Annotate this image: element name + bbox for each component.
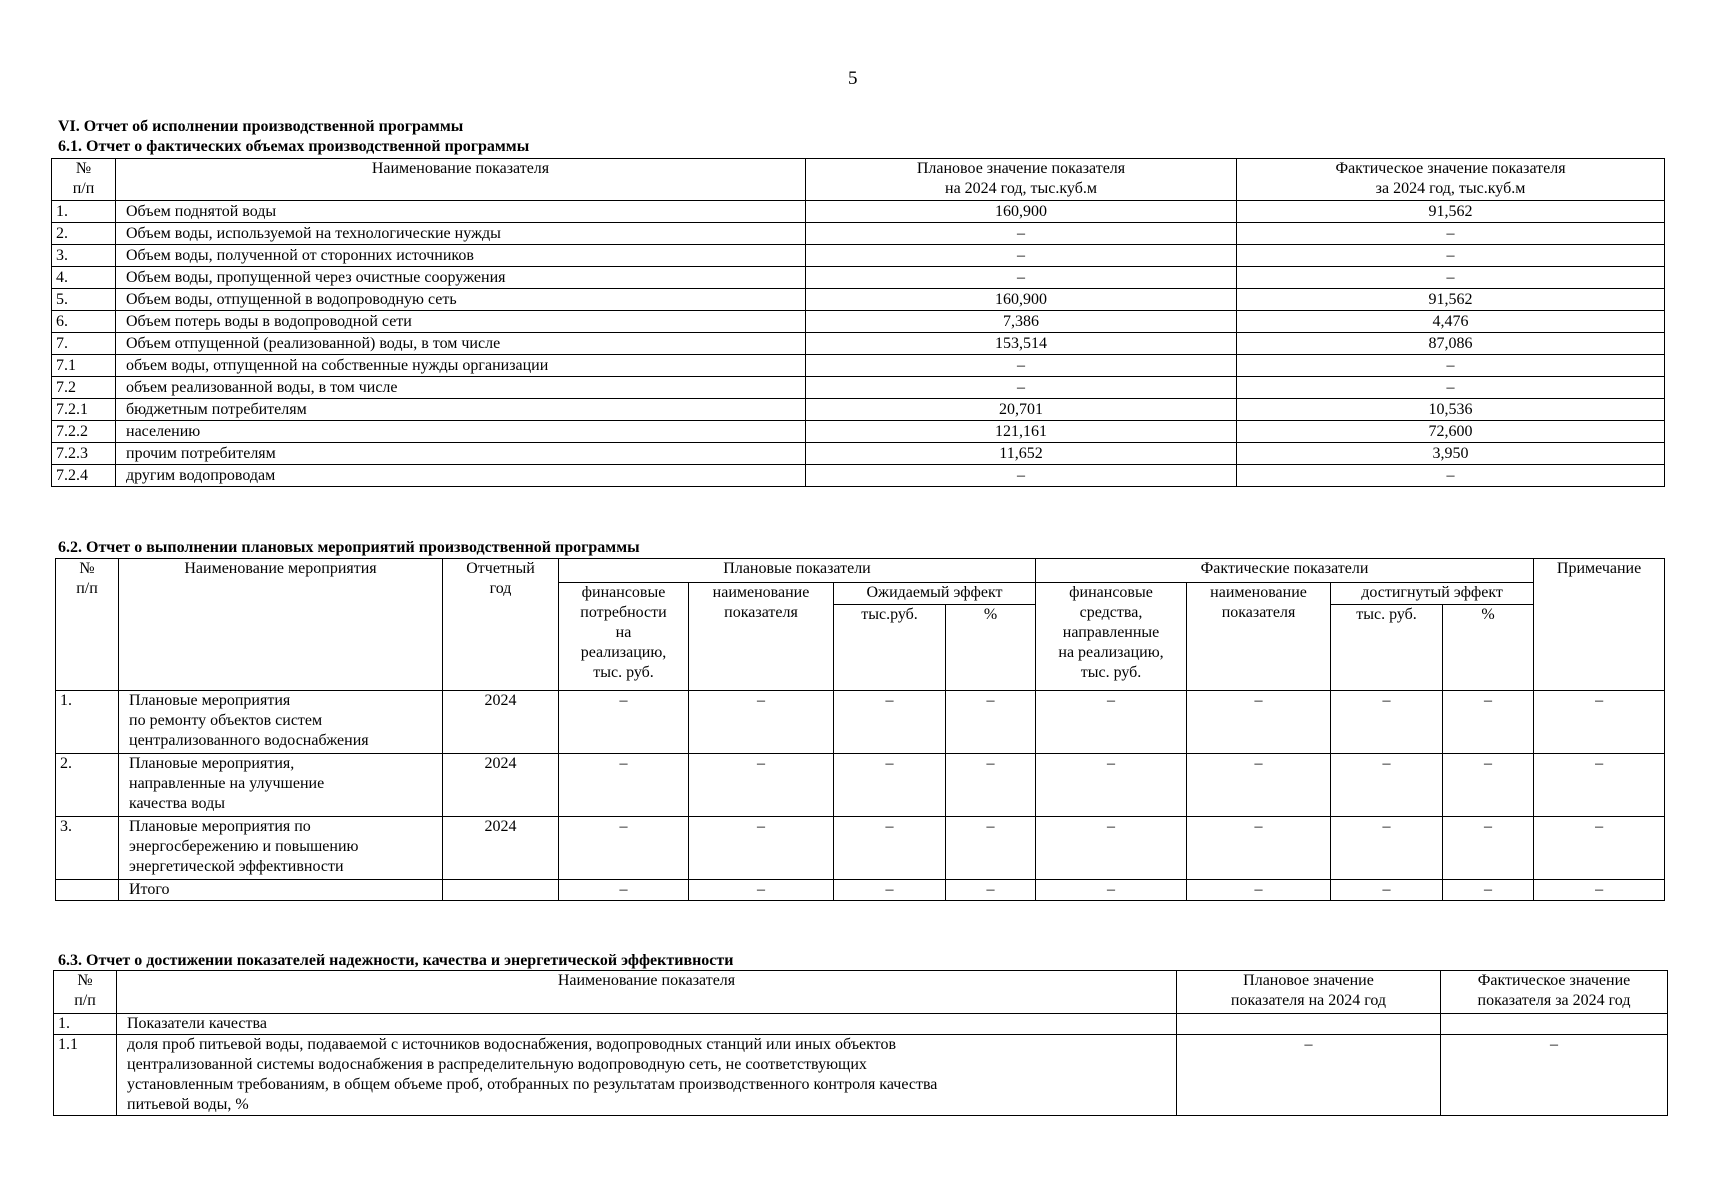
header-fact-pct: % (1443, 605, 1534, 691)
row-measure-name-line: Плановые мероприятия, (129, 755, 295, 772)
row-num: 7.2.2 (52, 421, 116, 443)
row-value: – (1187, 691, 1331, 754)
row-num: 5. (52, 289, 116, 311)
row-value: – (689, 817, 834, 880)
row-plan: 160,900 (806, 201, 1237, 223)
table-row (52, 223, 1665, 245)
header-plan-group: Плановые показатели (559, 559, 1036, 583)
table-row (52, 333, 1665, 355)
table-quality-indicators (53, 970, 1668, 1116)
row-num: 7.2 (52, 377, 116, 399)
table-row (56, 691, 1665, 754)
row-name: Объем потерь воды в водопроводной сети (116, 311, 806, 333)
table-row (52, 267, 1665, 289)
row-name: бюджетным потребителям (116, 399, 806, 421)
row-measure-name (119, 754, 443, 817)
row-value: – (1443, 691, 1534, 754)
table-actual-volumes (51, 158, 1665, 487)
row-value: – (946, 691, 1036, 754)
row-fact: 91,562 (1237, 201, 1665, 223)
total-value: – (689, 880, 834, 901)
header-fact-effect: достигнутый эффект (1331, 583, 1534, 605)
row-name: населению (116, 421, 806, 443)
row-measure-name-line: централизованного водоснабжения (129, 732, 369, 749)
row-name: Объем поднятой воды (116, 201, 806, 223)
row-fact: – (1237, 245, 1665, 267)
row-name: Объем воды, отпущенной в водопроводную сеть (116, 289, 806, 311)
row-num: 7.2.4 (52, 465, 116, 487)
row-value: – (1534, 817, 1665, 880)
table-3-title: 6.3. Отчет о достижении показателей надежности, качества и энергетической эффективности (58, 952, 734, 969)
header-plan-indicator: наименование показателя (689, 583, 834, 691)
header-fact-fin: финансовые средства, направленные на реализацию, тыс. руб. (1036, 583, 1187, 691)
row-fact: – (1237, 223, 1665, 245)
row-name-line: централизованной системы водоснабжения в распределительную водопроводную сеть, не соответствующих (127, 1056, 867, 1073)
row-value: – (1443, 817, 1534, 880)
row-measure-name-line: энергосбережению и повышению (129, 838, 359, 855)
table-row (52, 377, 1665, 399)
header-plan-effect: Ожидаемый эффект (834, 583, 1036, 605)
row-fact: 10,536 (1237, 399, 1665, 421)
row-name: Объем отпущенной (реализованной) воды, в том числе (116, 333, 806, 355)
row-value: – (1036, 817, 1187, 880)
row-value: – (834, 691, 946, 754)
row-name: объем реализованной воды, в том числе (116, 377, 806, 399)
header-num: № п/п (56, 559, 119, 691)
section-title: VI. Отчет об исполнении производственной программы (58, 118, 464, 135)
page-number: 5 (848, 68, 858, 89)
table-2-title: 6.2. Отчет о выполнении плановых мероприятий производственной программы (58, 539, 640, 556)
row-value: – (1187, 817, 1331, 880)
row-name-line: установленным требованиям, в общем объеме проб, отобранных по результатам производственного контроля качества (127, 1076, 938, 1093)
table-row (52, 289, 1665, 311)
row-value: – (1331, 754, 1443, 817)
header-plan: Плановое значение показателя на 2024 год, тыс.куб.м (806, 159, 1237, 201)
row-value: – (946, 754, 1036, 817)
row-value: – (689, 754, 834, 817)
row-measure-name-line: по ремонту объектов систем (129, 712, 323, 729)
row-num: 2. (52, 223, 116, 245)
row-plan: – (806, 377, 1237, 399)
total-value: – (559, 880, 689, 901)
table-row (52, 245, 1665, 267)
row-value: – (1443, 754, 1534, 817)
header-fact: Фактическое значение показателя за 2024 год, тыс.куб.м (1237, 159, 1665, 201)
row-value: – (689, 691, 834, 754)
table-row (54, 1014, 1668, 1035)
row-num: 1.1 (54, 1035, 117, 1116)
table-row (52, 311, 1665, 333)
row-value: – (1331, 691, 1443, 754)
row-name: объем воды, отпущенной на собственные нужды организации (116, 355, 806, 377)
table-row (52, 421, 1665, 443)
header-fact: Фактическое значение показателя за 2024 год (1441, 971, 1668, 1014)
row-fact: – (1441, 1035, 1668, 1116)
row-value: – (946, 817, 1036, 880)
row-plan: – (806, 465, 1237, 487)
row-fact: 4,476 (1237, 311, 1665, 333)
row-name: прочим потребителям (116, 443, 806, 465)
row-plan: 20,701 (806, 399, 1237, 421)
row-plan: – (1177, 1035, 1441, 1116)
row-plan: – (806, 355, 1237, 377)
row-name (117, 1035, 1177, 1116)
total-value: – (1534, 880, 1665, 901)
total-value: – (1443, 880, 1534, 901)
total-value: – (946, 880, 1036, 901)
row-plan: 7,386 (806, 311, 1237, 333)
row-value: – (1036, 691, 1187, 754)
table-row (56, 817, 1665, 880)
header-plan-rub: тыс.руб. (834, 605, 946, 691)
row-num: 7.2.3 (52, 443, 116, 465)
row-measure-name (119, 817, 443, 880)
table-planned-measures (55, 558, 1665, 901)
row-num: 7. (52, 333, 116, 355)
row-num: 1. (54, 1014, 117, 1035)
row-name: Объем воды, пропущенной через очистные сооружения (116, 267, 806, 289)
row-name: другим водопроводам (116, 465, 806, 487)
row-name (117, 1014, 1177, 1035)
header-name: Наименование показателя (116, 159, 806, 201)
row-value: – (1331, 817, 1443, 880)
total-value: – (1331, 880, 1443, 901)
header-note: Примечание (1534, 559, 1665, 691)
row-measure-name-line: Плановые мероприятия по (129, 818, 311, 835)
row-name: Объем воды, полученной от сторонних источников (116, 245, 806, 267)
row-measure-name-line: Плановые мероприятия (129, 692, 291, 709)
row-name: Объем воды, используемой на технологические нужды (116, 223, 806, 245)
total-value: – (1187, 880, 1331, 901)
row-plan: – (806, 267, 1237, 289)
row-value: – (1534, 754, 1665, 817)
table-row (54, 1035, 1668, 1116)
row-num: 2. (56, 754, 119, 817)
total-label: Итого (119, 880, 443, 901)
row-year: 2024 (443, 817, 559, 880)
row-fact: 72,600 (1237, 421, 1665, 443)
row-plan (1177, 1014, 1441, 1035)
table-row (52, 201, 1665, 223)
row-num: 4. (52, 267, 116, 289)
header-plan-pct: % (946, 605, 1036, 691)
row-value: – (559, 754, 689, 817)
row-measure-name (119, 691, 443, 754)
row-num: 7.2.1 (52, 399, 116, 421)
header-name: Наименование показателя (117, 971, 1177, 1014)
header-measure-name: Наименование мероприятия (119, 559, 443, 691)
header-plan: Плановое значение показателя на 2024 год (1177, 971, 1441, 1014)
table-row (52, 443, 1665, 465)
row-measure-name-line: направленные на улучшение (129, 775, 325, 792)
header-plan-fin: финансовые потребности на реализацию, тыс. руб. (559, 583, 689, 691)
row-plan: 121,161 (806, 421, 1237, 443)
row-name-line: доля проб питьевой воды, подаваемой с источников водоснабжения, водопроводных станций или иных объектов (127, 1036, 896, 1053)
row-fact: – (1237, 355, 1665, 377)
row-value: – (1187, 754, 1331, 817)
header-fact-rub: тыс. руб. (1331, 605, 1443, 691)
row-num: 3. (52, 245, 116, 267)
total-year (443, 880, 559, 901)
table-row (56, 754, 1665, 817)
row-plan: 160,900 (806, 289, 1237, 311)
row-fact: – (1237, 465, 1665, 487)
row-fact: – (1237, 267, 1665, 289)
row-num: 3. (56, 817, 119, 880)
row-year: 2024 (443, 691, 559, 754)
row-fact (1441, 1014, 1668, 1035)
row-value: – (559, 817, 689, 880)
row-measure-name-line: энергетической эффективности (129, 858, 344, 875)
row-value: – (1036, 754, 1187, 817)
row-year: 2024 (443, 754, 559, 817)
total-num (56, 880, 119, 901)
row-plan: 153,514 (806, 333, 1237, 355)
row-fact: – (1237, 377, 1665, 399)
total-row (56, 880, 1665, 901)
row-fact: 3,950 (1237, 443, 1665, 465)
row-plan: – (806, 223, 1237, 245)
header-num: № п/п (54, 971, 117, 1014)
row-fact: 91,562 (1237, 289, 1665, 311)
row-num: 7.1 (52, 355, 116, 377)
row-fact: 87,086 (1237, 333, 1665, 355)
table-row (52, 355, 1665, 377)
row-measure-name-line: качества воды (129, 795, 225, 812)
row-plan: – (806, 245, 1237, 267)
total-value: – (1036, 880, 1187, 901)
header-year: Отчетный год (443, 559, 559, 691)
row-value: – (834, 817, 946, 880)
row-num: 1. (56, 691, 119, 754)
row-value: – (1534, 691, 1665, 754)
table-row (52, 465, 1665, 487)
total-value: – (834, 880, 946, 901)
row-name-line: Показатели качества (127, 1015, 267, 1032)
table-1-title: 6.1. Отчет о фактических объемах производственной программы (58, 138, 530, 155)
row-name-line: питьевой воды, % (127, 1096, 249, 1113)
header-fact-group: Фактические показатели (1036, 559, 1534, 583)
row-plan: 11,652 (806, 443, 1237, 465)
header-num: № п/п (52, 159, 116, 201)
table-row (52, 399, 1665, 421)
row-value: – (559, 691, 689, 754)
row-num: 1. (52, 201, 116, 223)
header-fact-indicator: наименование показателя (1187, 583, 1331, 691)
row-value: – (834, 754, 946, 817)
row-num: 6. (52, 311, 116, 333)
